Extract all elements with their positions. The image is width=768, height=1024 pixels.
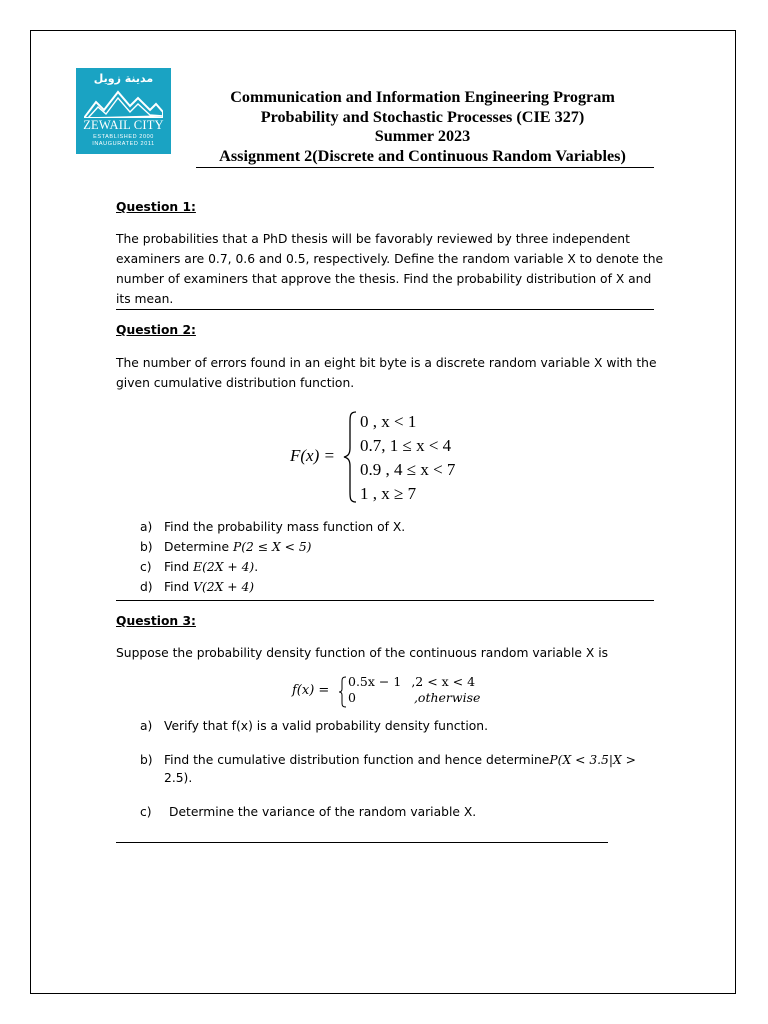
- page-border: [30, 30, 736, 994]
- program-title: Communication and Information Engineering Program: [230, 88, 615, 106]
- question-2-item-c: c) Find E(2X + 4).: [140, 560, 259, 574]
- pdf-cases: 0.5x − 1 ,2 < x < 4 0 ,otherwise: [348, 674, 481, 705]
- mountains-icon: [84, 88, 163, 118]
- question-1-divider: [116, 309, 654, 310]
- question-1-text: The probabilities that a PhD thesis will be favorably reviewed by three independent examiners are 0.7, 0.6 and 0.5, respectively. Define the random variable X to denote the number of examiners that approve the thesis. Find the probability distribution of X and its mean.: [116, 232, 664, 306]
- pdf-equation: [292, 674, 492, 710]
- question-3-intro: Suppose the probability density function of the continuous random variable X is: [116, 646, 609, 660]
- question-3-item-a: a) Verify that f(x) is a valid probability density function.: [140, 719, 488, 733]
- question-2-item-a: a) Find the probability mass function of X.: [140, 520, 406, 534]
- cdf-equation: [290, 410, 510, 506]
- logo-name: ZEWAIL CITY: [83, 118, 164, 132]
- question-3-item-c: c) Determine the variance of the random variable X.: [140, 805, 477, 819]
- question-3-divider: [116, 842, 608, 843]
- left-brace-icon: [338, 676, 347, 708]
- logo-established: ESTABLISHED 2000 INAUGURATED 2011: [92, 134, 155, 147]
- question-1-heading: Question 1:: [116, 200, 196, 214]
- course-title: Probability and Stochastic Processes (CIE 327): [260, 107, 585, 126]
- pdf-lhs: f(x) =: [292, 683, 330, 698]
- cdf-cases: 0 , x < 1 0.7, 1 ≤ x < 4 0.9 , 4 ≤ x < 7 1 , x ≥ 7: [360, 412, 456, 503]
- question-2-text: The number of errors found in an eight bit byte is a discrete random variable X with the given cumulative distribution function.: [116, 356, 657, 390]
- question-2-item-b: b) Determine P(2 ≤ X < 5): [140, 540, 312, 554]
- document-header: [190, 88, 655, 166]
- term: Summer 2023: [374, 127, 471, 145]
- left-brace-icon: [342, 410, 358, 504]
- question-3-item-b-continuation: 2.5).: [164, 771, 193, 785]
- header-divider: [196, 167, 654, 168]
- cdf-lhs: F(x) =: [290, 446, 335, 465]
- question-3-heading: Question 3:: [116, 614, 196, 628]
- question-2-divider: [116, 600, 654, 601]
- question-2-heading: Question 2:: [116, 323, 196, 337]
- logo-arabic-text: مدينة زويل: [93, 72, 154, 85]
- assignment-title: Assignment 2(Discrete and Continuous Random Variables): [219, 146, 626, 165]
- question-2-item-d: d) Find V(2X + 4): [140, 580, 255, 594]
- question-3-item-b: b) Find the cumulative distribution function and hence determineP(X < 3.5|X >: [140, 753, 636, 767]
- zewail-city-logo: [76, 68, 171, 154]
